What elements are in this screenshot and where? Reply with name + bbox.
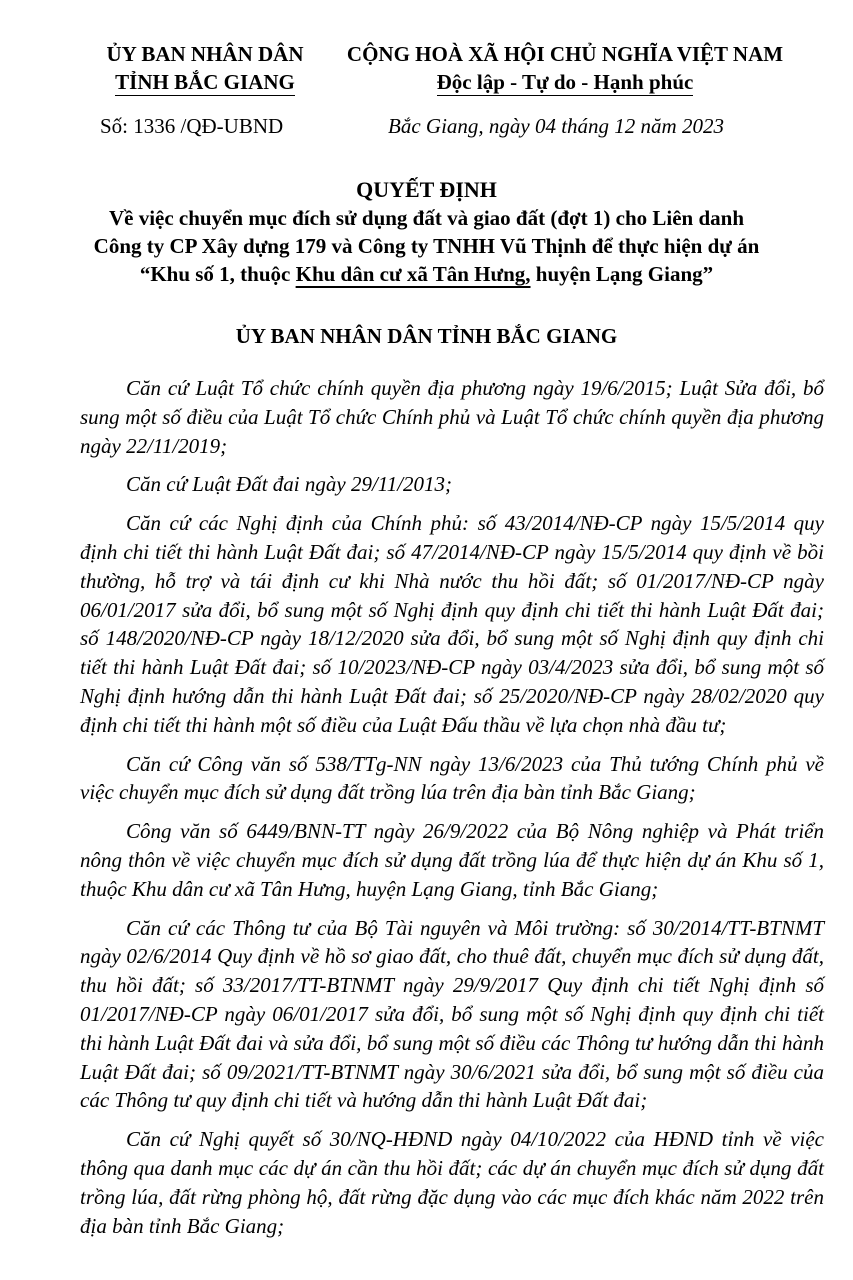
issuing-authority-block xyxy=(80,40,330,96)
document-date: Bắc Giang, ngày 04 tháng 12 năm 2023 xyxy=(388,114,724,138)
title-line-3-part-a: “Khu số 1, thuộc xyxy=(139,262,296,286)
country-name: CỘNG HOÀ XÃ HỘI CHỦ NGHĨA VIỆT NAM xyxy=(346,42,784,66)
issuing-authority-line2: TỈNH BẮC GIANG xyxy=(115,70,295,94)
title-line-2: Công ty CP Xây dựng 179 và Công ty TNHH Vũ Thịnh để thực hiện dự án xyxy=(93,234,760,258)
issuing-authority-line1: ỦY BAN NHÂN DÂN xyxy=(106,42,304,66)
title-line-3 xyxy=(40,260,813,288)
document-type-title: QUYẾT ĐỊNH xyxy=(356,177,497,202)
legal-basis-paragraph: Căn cứ Công văn số 538/TTg-NN ngày 13/6/2023 của Thủ tướng Chính phủ về việc chuyển mục đích sử dụng đất trồng lúa trên địa bàn tỉnh Bắc Giang; xyxy=(80,751,824,805)
title-line-1: Về việc chuyển mục đích sử dụng đất và giao đất (đợt 1) cho Liên danh xyxy=(108,206,745,230)
document-title-block xyxy=(40,176,813,288)
legal-basis-paragraph: Căn cứ Luật Đất đai ngày 29/11/2013; xyxy=(126,472,453,497)
legal-basis-paragraph: Căn cứ các Nghị định của Chính phủ: số 43/2014/NĐ-CP ngày 15/5/2014 quy định chi tiết thi hành Luật Đất đai; số 47/2014/NĐ-CP ngày 15/5/2014 quy định về bồi thường, hỗ trợ và tái định cư khi Nhà nước thu hồi đất; số 01/2017/NĐ-CP ngày 06/01/2017 sửa đổi, bổ sung một số Nghị định quy định chi tiết thi hành Luật Đất đai; số 148/2020/NĐ-CP ngày 18/12/2020 sửa đổi, bổ sung một số Nghị định quy định chi tiết thi hành Luật Đất đai; số 10/2023/NĐ-CP ngày 03/4/2023 sửa đổi, bổ sung một số Nghị định hướng dẫn thi hành Luật Đất đai; số 25/2020/NĐ-CP ngày 28/02/2020 quy định chi tiết thi hành một số điều của Luật Đấu thầu về lựa chọn nhà đầu tư; xyxy=(80,511,824,737)
legal-basis-paragraph: Căn cứ Nghị quyết số 30/NQ-HĐND ngày 04/10/2022 của HĐND tỉnh về việc thông qua danh mục các dự án cần thu hồi đất; các dự án chuyển mục đích sử dụng đất trồng lúa, đất rừng phòng hộ, đất rừng đặc dụng vào các mục đích khác năm 2022 trên địa bàn tỉnh Bắc Giang; xyxy=(80,1127,824,1238)
national-motto-block xyxy=(320,40,810,96)
decision-authority: ỦY BAN NHÂN DÂN TỈNH BẮC GIANG xyxy=(235,324,618,348)
document-number: Số: 1336 /QĐ-UBND xyxy=(100,114,284,138)
title-line-3-part-c: huyện Lạng Giang” xyxy=(530,262,714,286)
legal-basis-paragraph: Công văn số 6449/BNN-TT ngày 26/9/2022 của Bộ Nông nghiệp và Phát triển nông thôn về việc chuyển mục đích sử dụng đất trồng lúa để thực hiện dự án Khu số 1, thuộc Khu dân cư xã Tân Hưng, huyện Lạng Giang, tỉnh Bắc Giang; xyxy=(80,819,824,901)
title-line-3-underlined: Khu dân cư xã Tân Hưng, xyxy=(295,262,531,286)
legal-basis-paragraph: Căn cứ Luật Tổ chức chính quyền địa phương ngày 19/6/2015; Luật Sửa đổi, bổ sung một số điều của Luật Tổ chức Chính phủ và Luật Tổ chức chính quyền địa phương ngày 22/11/2019; xyxy=(80,376,824,458)
national-motto: Độc lập - Tự do - Hạnh phúc xyxy=(436,70,694,94)
legal-basis-paragraph: Căn cứ các Thông tư của Bộ Tài nguyên và Môi trường: số 30/2014/TT-BTNMT ngày 02/6/2014 Quy định về hồ sơ giao đất, cho thuê đất, chuyển mục đích sử dụng đất, thu hồi đất; số 33/2017/TT-BTNMT ngày 29/9/2017 Quy định chi tiết Nghị định số 01/2017/NĐ-CP ngày 06/01/2017 sửa đổi, bổ sung một số Nghị định quy định chi tiết thi hành Luật Đất đai và sửa đổi, bổ sung một số điều các Thông tư hướng dẫn thi hành Luật Đất đai; số 09/2021/TT-BTNMT ngày 30/6/2021 sửa đổi, bổ sung một số điều của các Thông tư quy định chi tiết và hướng dẫn thi hành Luật Đất đai; xyxy=(80,915,824,1113)
legal-basis-section xyxy=(80,374,824,1250)
